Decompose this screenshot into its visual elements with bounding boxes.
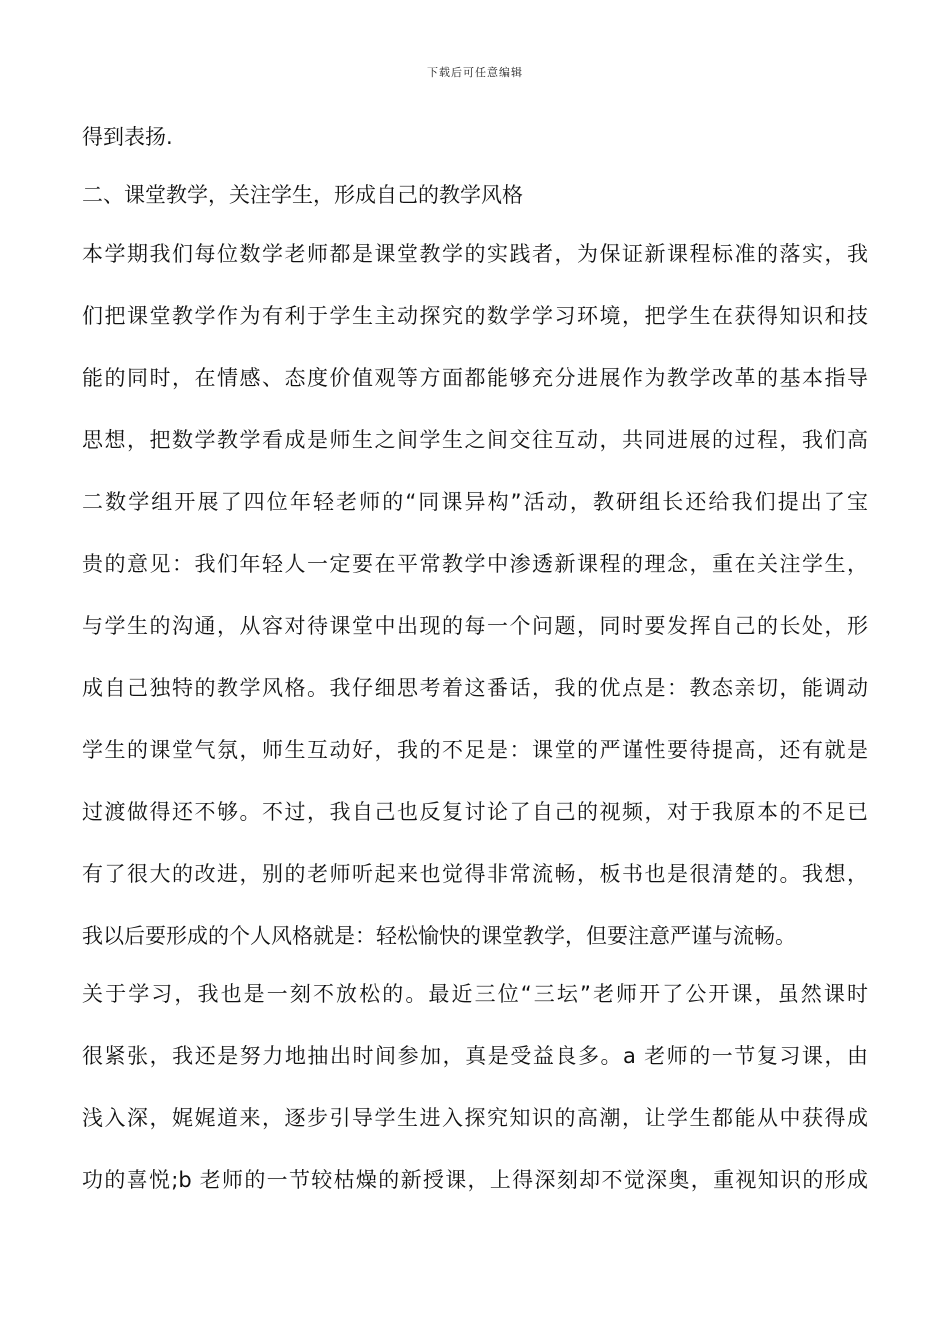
page-header-note: 下载后可任意编辑 <box>427 66 523 79</box>
text-line: 很紧张，我还是努力地抽出时间参加，真是受益良多。a 老师的一节复习课，由 <box>82 1044 868 1068</box>
text-line: 思想，把数学教学看成是师生之间学生之间交往互动，共同进展的过程，我们高 <box>82 428 868 452</box>
text-line: 能的同时，在情感、态度价值观等方面都能够充分进展作为教学改革的基本指导 <box>82 366 868 390</box>
text-line: 过渡做得还不够。不过，我自己也反复讨论了自己的视频，对于我原本的不足已 <box>82 800 868 824</box>
text-line: 功的喜悦;b 老师的一节较枯燥的新授课，上得深刻却不觉深奥，重视知识的形成 <box>82 1168 868 1192</box>
section-heading: 二、课堂教学，关注学生，形成自己的教学风格 <box>82 183 523 207</box>
text-line: 二数学组开展了四位年轻老师的“同课异构”活动，教研组长还给我们提出了宝 <box>82 490 868 514</box>
text-line: 与学生的沟通，从容对待课堂中出现的每一个问题，同时要发挥自己的长处，形 <box>82 614 868 638</box>
text-line: 贵的意见：我们年轻人一定要在平常教学中渗透新课程的理念，重在关注学生， <box>82 552 868 576</box>
text-line: 们把课堂教学作为有利于学生主动探究的数学学习环境，把学生在获得知识和技 <box>82 304 868 328</box>
text-line: 有了很大的改进，别的老师听起来也觉得非常流畅，板书也是很清楚的。我想， <box>82 862 868 886</box>
text-line: 本学期我们每位数学老师都是课堂教学的实践者，为保证新课程标准的落实，我 <box>82 242 868 266</box>
text-line: 得到表扬. <box>82 125 173 149</box>
text-line: 我以后要形成的个人风格就是：轻松愉快的课堂教学，但要注意严谨与流畅。 <box>82 924 796 948</box>
text-line: 浅入深，娓娓道来，逐步引导学生进入探究知识的高潮，让学生都能从中获得成 <box>82 1106 868 1130</box>
text-line: 关于学习，我也是一刻不放松的。最近三位“三坛”老师开了公开课，虽然课时 <box>82 982 868 1006</box>
text-line: 成自己独特的教学风格。我仔细思考着这番话，我的优点是：教态亲切，能调动 <box>82 676 868 700</box>
text-line: 学生的课堂气氛，师生互动好，我的不足是：课堂的严谨性要待提高，还有就是 <box>82 738 868 762</box>
